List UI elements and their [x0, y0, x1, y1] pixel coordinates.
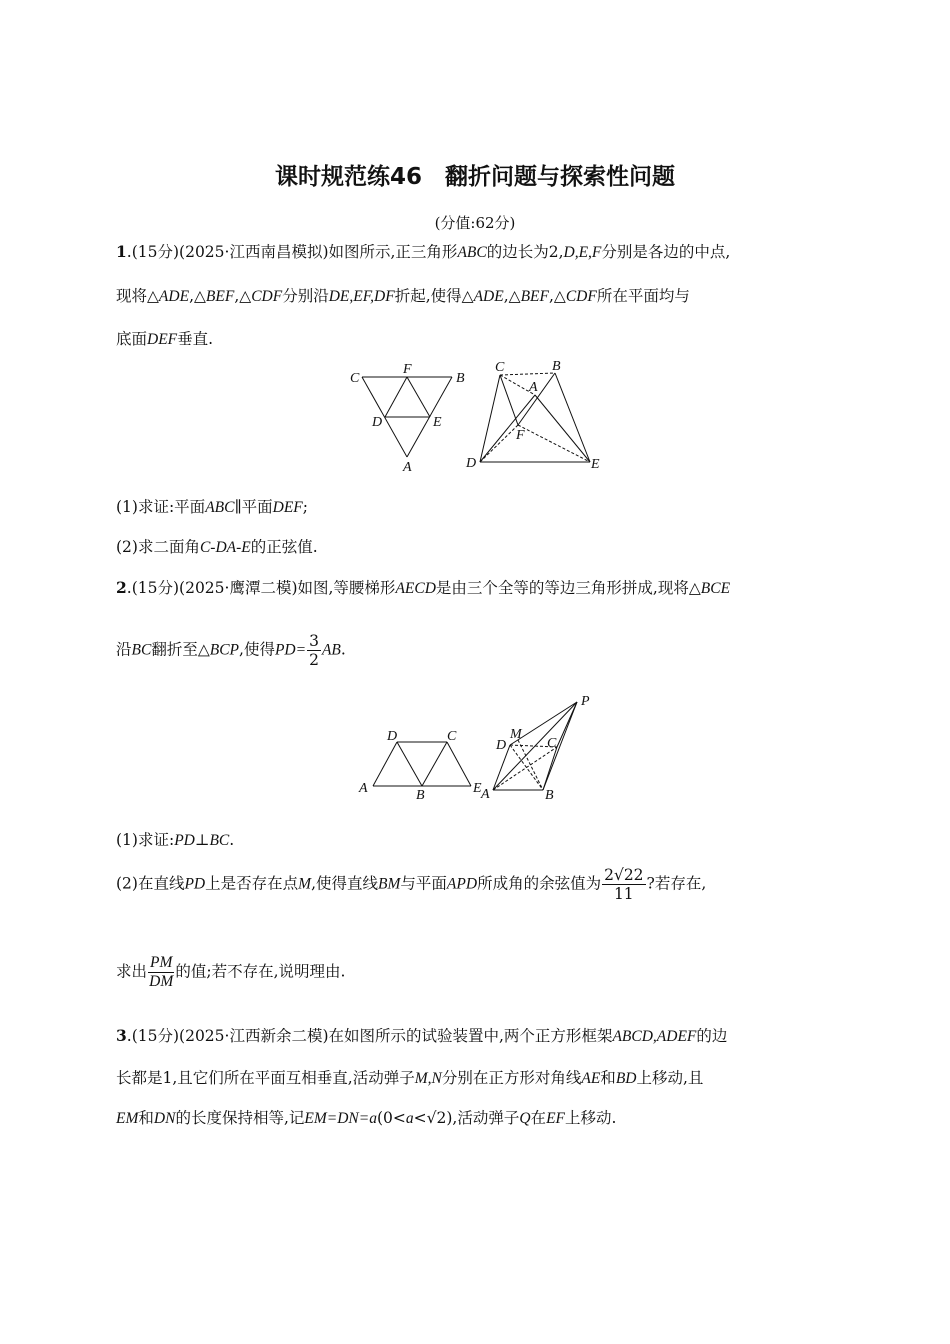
q1-solid-edge-da — [480, 395, 535, 462]
q1-label: B — [456, 371, 465, 386]
q2-text: 与平面 — [400, 874, 447, 893]
q1-label: D — [466, 456, 477, 471]
q2-flat-edge-ad — [373, 742, 397, 786]
q1-solid-edge-dc — [480, 375, 500, 462]
q2-text: ⊥ — [194, 831, 210, 849]
q3-math: EM=DN=a — [304, 1110, 377, 1127]
q3-text: <√2),活动弹子 — [413, 1109, 520, 1127]
q2-text: 上是否存在点 — [205, 874, 299, 893]
q3-text: 上移动,且 — [636, 1069, 704, 1087]
q1-line-2 — [116, 284, 690, 306]
q2-text: . — [229, 831, 235, 849]
q1-label: F — [403, 362, 412, 377]
q3-text: .(15分)(2025·江西新余二模)在如图所示的试验装置中,两个正方形框架 — [126, 1027, 613, 1045]
q2-label: C — [547, 736, 557, 751]
q1-text: ,△ — [234, 287, 252, 305]
q3-line-1 — [116, 1024, 727, 1046]
q3-text: 的边 — [696, 1027, 728, 1045]
q1-label: E — [433, 415, 442, 430]
q1-text: ,△ — [503, 287, 521, 305]
q2-sub-2-cont — [116, 954, 345, 991]
q1-text: 分别是各边的中点, — [601, 243, 731, 261]
q3-text: 在 — [530, 1109, 547, 1127]
q2-label: A — [481, 787, 490, 802]
q1-text: ,△ — [548, 287, 566, 305]
q2-ratio-num: PM — [150, 954, 173, 971]
q1-text: (1)求证:平面 — [116, 498, 206, 516]
q2-math: BCP — [209, 641, 240, 659]
q3-line-2 — [116, 1066, 703, 1088]
q2-math: AECD — [395, 580, 436, 597]
q2-flat-edge-db — [397, 742, 422, 786]
q3-math: M,N — [414, 1070, 442, 1087]
q2-cos-num: 2√22 — [604, 866, 644, 884]
q1-text: 现将△ — [116, 287, 159, 305]
q2-label: A — [359, 781, 368, 796]
score-note: (分值:62分) — [434, 214, 516, 232]
q1-solid-edge-fe — [518, 425, 590, 462]
q1-text: 的正弦值. — [250, 538, 318, 556]
q2-fraction-den: 2 — [309, 651, 319, 669]
q2-math: M — [298, 875, 312, 893]
q2-math: APD — [446, 875, 478, 893]
q2-text: ?若存在, — [646, 874, 707, 893]
q1-sub-1 — [116, 495, 308, 517]
q2-ratio-den: DM — [149, 973, 174, 990]
q1-math: ADE — [473, 288, 504, 305]
q3-math: EF — [546, 1110, 565, 1127]
q2-line-2 — [116, 632, 346, 669]
q3-math: ABCD,ADEF — [612, 1028, 697, 1045]
q3-text: 的长度保持相等,记 — [175, 1109, 305, 1127]
q2-label: D — [496, 738, 507, 753]
q2-line-1 — [116, 576, 730, 598]
q1-text: (2)求二面角 — [116, 538, 200, 556]
q2-flat-edge-ec — [447, 742, 471, 786]
q1-label: C — [495, 360, 505, 375]
q2-math: BC — [209, 832, 230, 849]
q1-text: 所在平面均与 — [596, 287, 690, 305]
q2-solid-edge-bc — [543, 747, 557, 790]
q1-math: ADE — [158, 288, 190, 305]
q1-line-3 — [116, 327, 213, 349]
q2-math: PD — [174, 832, 195, 849]
q3-text: 长都是1,且它们所在平面互相垂直,活动弹子 — [116, 1069, 415, 1087]
q2-text: 是由三个全等的等边三角形拼成,现将△ — [435, 579, 701, 597]
q2-label: B — [416, 788, 425, 803]
q1-math: DEF — [272, 499, 303, 516]
q2-cos-fraction — [602, 866, 645, 903]
q2-text: 所成角的余弦值为 — [477, 874, 602, 893]
q2-math: AB — [321, 641, 341, 659]
q1-sub-2 — [116, 535, 318, 557]
q1-math: D,E,F — [563, 244, 602, 261]
q1-text: 分别沿 — [282, 287, 329, 305]
q2-text: (2)在直线 — [116, 874, 185, 893]
q3-text: (0< — [376, 1109, 406, 1127]
q2-ratio-fraction — [148, 954, 174, 991]
q2-label: M — [510, 727, 522, 742]
q1-solid-edge-df — [480, 425, 518, 462]
q2-flat-edge-cb — [422, 742, 447, 786]
q2-label: D — [387, 729, 398, 744]
q1-math: BEF — [205, 288, 235, 305]
q1-text: ,△ — [189, 287, 206, 305]
q1-text: ∥平面 — [234, 498, 273, 516]
q2-math: BC — [131, 641, 152, 659]
q2-label: C — [447, 729, 457, 744]
q1-solid-edge-cf — [500, 375, 518, 425]
q2-fraction — [307, 632, 321, 669]
q2-label: P — [581, 694, 590, 709]
q3-math: Q — [519, 1110, 531, 1127]
q2-label: B — [545, 788, 554, 803]
q1-text: .(15分)(2025·江西南昌模拟)如图所示,正三角形 — [126, 243, 458, 261]
q1-math: DEF — [147, 331, 178, 348]
q1-label: C — [350, 371, 360, 386]
q1-text: 折起,使得△ — [394, 287, 474, 305]
q1-solid-edge-ae — [535, 395, 590, 462]
q1-math: DE,EF,DF — [328, 288, 395, 305]
q3-text: 分别在正方形对角线 — [441, 1069, 582, 1087]
q3-math: BD — [615, 1070, 637, 1087]
q1-solid-edge-be — [555, 373, 590, 462]
q3-math: AE — [581, 1070, 601, 1087]
q3-text: 和 — [138, 1109, 154, 1127]
q3-math: EM — [116, 1110, 139, 1127]
q2-text: ,使得直线 — [311, 874, 379, 893]
q2-sub-1 — [116, 828, 234, 850]
q2-fraction-num: 3 — [309, 632, 319, 650]
q1-flat-edge-fd — [385, 377, 407, 417]
q1-math: CDF — [565, 288, 597, 305]
q1-line-1 — [116, 240, 730, 262]
q2-text: 翻折至△ — [151, 640, 210, 659]
q2-number: 2 — [116, 578, 127, 597]
q1-label: A — [403, 460, 412, 475]
q3-number: 3 — [116, 1026, 127, 1045]
q2-label: E — [473, 781, 482, 796]
q3-math: a — [405, 1110, 414, 1127]
q2-text: .(15分)(2025·鹰潭二模)如图,等腰梯形 — [126, 579, 396, 597]
q2-math: PD — [184, 875, 206, 893]
q1-text: 的边长为2, — [486, 243, 564, 261]
q1-math: CDF — [251, 288, 283, 305]
q1-math: ABC — [457, 244, 487, 261]
q2-math: BM — [378, 875, 401, 893]
q1-text: ; — [302, 498, 309, 516]
q3-line-3 — [116, 1106, 616, 1128]
q2-cos-den: 11 — [613, 885, 634, 903]
q2-sub-2 — [116, 866, 706, 903]
q1-text: 垂直. — [177, 330, 214, 348]
q1-label: B — [552, 359, 561, 374]
q3-text: 和 — [600, 1069, 616, 1087]
q1-math: BEF — [520, 288, 549, 305]
q1-math: ABC — [205, 499, 235, 516]
q2-text: 求出 — [116, 962, 148, 981]
q1-solid-edge-cb — [500, 373, 555, 375]
q2-text: 沿 — [116, 640, 132, 659]
q1-math: C-DA-E — [199, 539, 251, 556]
page-title: 课时规范练46 翻折问题与探索性问题 — [274, 164, 675, 190]
q1-label: E — [591, 457, 600, 472]
q1-text: 底面 — [116, 330, 148, 348]
q2-text: 的值;若不存在,说明理由. — [175, 962, 346, 981]
q1-label: F — [516, 428, 525, 443]
q2-math: PD= — [274, 641, 307, 659]
q1-number: 1 — [116, 242, 127, 261]
q2-text: (1)求证: — [116, 831, 175, 849]
q1-flat-edge-fe — [407, 377, 430, 417]
q1-label: D — [372, 415, 383, 430]
q2-figure — [355, 690, 605, 805]
q3-math: DN — [153, 1110, 176, 1127]
q2-math: BCE — [700, 580, 731, 597]
q2-text: . — [340, 640, 346, 659]
q2-text: ,使得 — [239, 640, 275, 659]
q1-label: A — [529, 380, 538, 395]
q3-text: 上移动. — [565, 1109, 617, 1127]
q1-figure — [340, 355, 620, 480]
